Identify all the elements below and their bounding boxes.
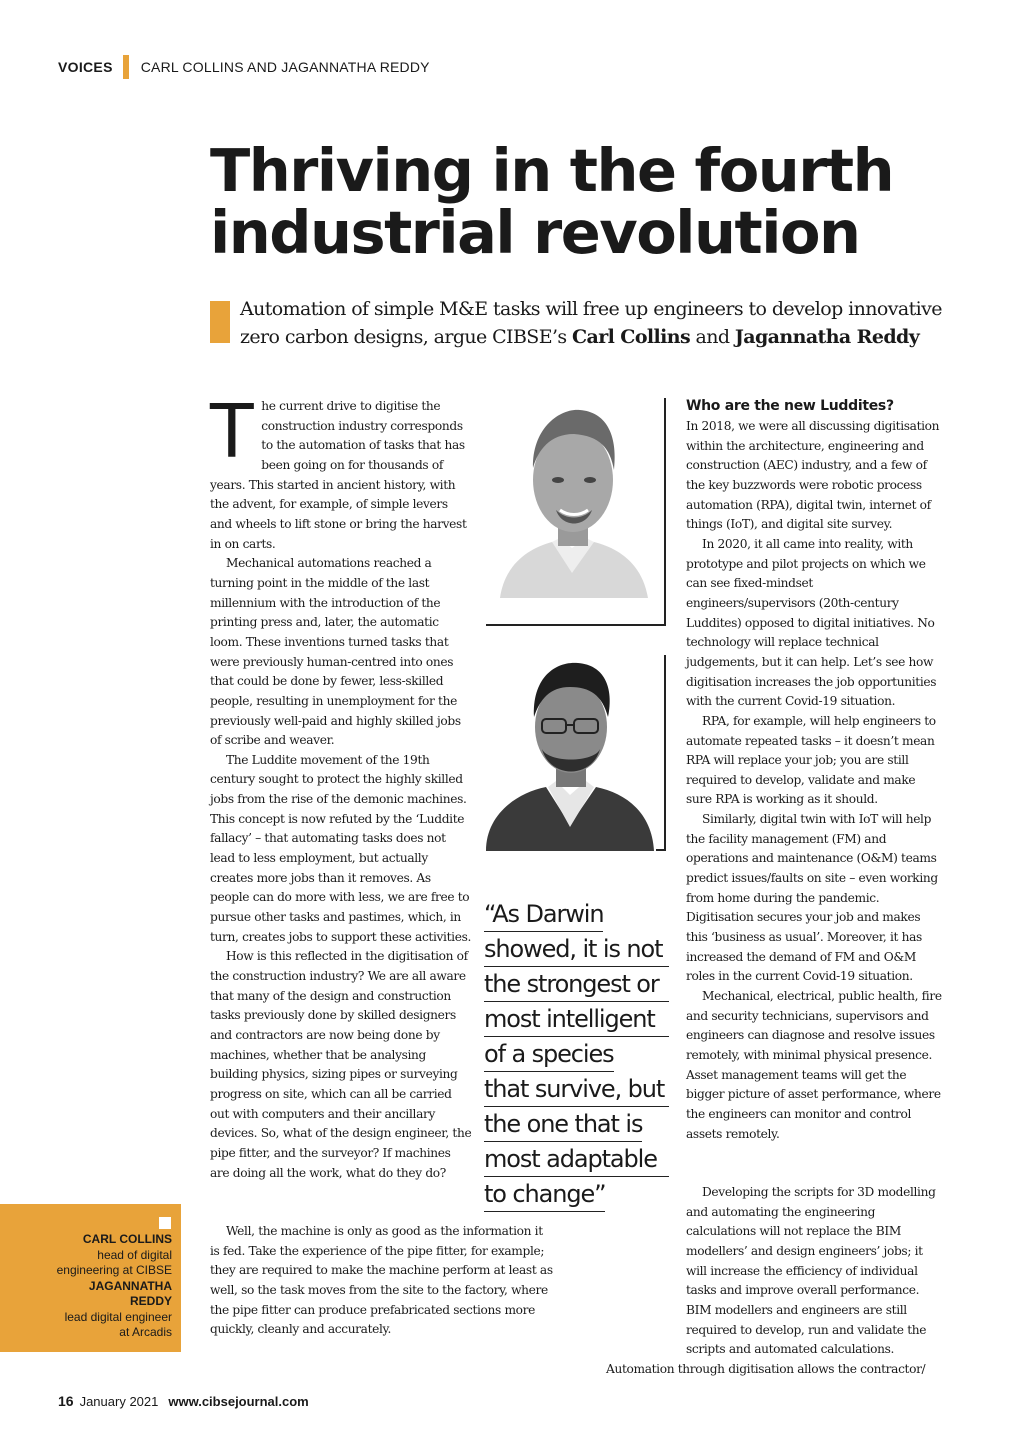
pull-quote-line: most adaptable — [484, 1142, 669, 1177]
author-1-role: engineering at CIBSE — [56, 1263, 172, 1277]
body-paragraph: Mechanical, electrical, public health, fire and security technicians, supervisors and engineers can diagnose and resolve issues remotely, with minimal physical presence. Asset management teams will get the bigger picture of asset performance, where the engineers can monitor and control assets remotely. — [686, 989, 942, 1141]
section-label: VOICES — [58, 59, 113, 75]
pull-quote-line: the one that is — [484, 1107, 642, 1142]
website-link[interactable]: www.cibsejournal.com — [168, 1394, 309, 1409]
body-column-right — [686, 397, 944, 1144]
author-1-name: CARL COLLINS — [82, 1232, 172, 1246]
portrait-carl-collins — [490, 398, 655, 598]
portrait-jagannatha-reddy — [486, 655, 656, 851]
headline-line-2: industrial revolution — [210, 198, 860, 267]
pull-quote-line: of a species — [484, 1037, 614, 1072]
issue-date: January 2021 — [79, 1394, 159, 1409]
pull-quote-line: showed, it is not — [484, 932, 669, 967]
page-footer — [58, 1393, 309, 1409]
author-2-name: JAGANNATHA — [88, 1278, 172, 1293]
body-paragraph: The Luddite movement of the 19th century sought to protect the highly skilled jobs from the rise of the demonic machines. This concept is now refuted by the ‘Luddite fallacy’ – that automating tasks does not lead to less employment, but actually creates more jobs than it removes. As people can do more with less, we are free to pursue other tasks and pastimes, which, in turn, creates jobs to support these activities. — [210, 752, 471, 944]
author-2-role: lead digital engineer — [64, 1309, 172, 1324]
pull-quote — [484, 897, 669, 1212]
pull-quote-line: “As Darwin — [484, 897, 603, 932]
headline-line-1: Thriving in the fourth — [210, 136, 894, 205]
body-column-left — [208, 386, 472, 1183]
standfirst-author-2: Jagannatha Reddy — [734, 326, 920, 348]
body-paragraph: In 2018, we were all discussing digitisation within the architecture, engineering and construction (AEC) industry, and a few of the key buzzwords were robotic process automation (RPA), digital twin, internet of things (IoT), and digital site survey. — [686, 419, 940, 532]
author-1-role: head of digital — [97, 1247, 172, 1262]
header-authors: CARL COLLINS AND JAGANNATHA REDDY — [140, 59, 430, 75]
body-column-left-wide — [210, 1222, 555, 1340]
body-paragraph: In 2020, it all came into reality, with prototype and pilot projects on which we can see fixed-mindset engineers/supervisors (20th-century Luddites) opposed to digital initiatives. No technology will replace technical judgements, but it can help. Let’s see how digitisation increases the job opportunities with the current Covid-19 situation. — [686, 536, 937, 709]
drop-cap: T — [208, 386, 256, 474]
standfirst-line-2: zero carbon designs, argue CIBSE’s — [240, 326, 573, 348]
header-accent-bar — [123, 55, 129, 79]
standfirst-author-1: Carl Collins — [572, 326, 691, 348]
author-2-role: at Arcadis — [119, 1325, 172, 1339]
body-paragraph: Well, the machine is only as good as the information it is fed. Take the experience of the pipe fitter, for example; they are required to make the machine perform at least as well, so the task moves from the site to the factory, where the pipe fitter can produce prefabricated sections more quickly, cleanly and accurately. — [210, 1224, 553, 1337]
body-paragraph: Similarly, digital twin with IoT will help the facility management (FM) and operations and maintenance (O&M) teams predict issues/faults on site – even working from home during the pandemic. Digitisation secures your job and makes this ‘business as usual’. Moreover, it has increased the demand of FM and O&M roles in the current Covid-19 situation. — [686, 812, 938, 984]
body-paragraph: RPA, for example, will help engineers to automate repeated tasks – it doesn’t mean RPA will replace your job; you are still required to develop, validate and make sure RPA is working as it should. — [686, 713, 936, 807]
section-header — [58, 56, 430, 78]
box-square-icon — [159, 1217, 171, 1229]
headline — [210, 136, 990, 267]
pull-quote-line: that survive, but — [484, 1072, 669, 1107]
body-paragraph: Mechanical automations reached a turning point in the middle of the last millennium with the introduction of the printing press and, later, the automatic loom. These inventions turned tasks that were previously human-centred into ones that could be done by fewer, less-skilled people, resulting in unemployment for the previously well-paid and highly skilled jobs of scribe and weaver. — [210, 556, 461, 748]
standfirst — [240, 295, 970, 351]
body-paragraph: Developing the scripts for 3D modelling and automating the engineering calculations will not replace the BIM modellers’ and design engineers’ jobs; it will increase the efficiency of individual tasks and improve overall performance. BIM modellers and engineers are still required to develop, run and validate the scripts and automated calculations. — [686, 1185, 936, 1357]
pull-quote-line: the strongest or — [484, 967, 669, 1002]
standfirst-and: and — [690, 326, 735, 348]
author-info-text — [20, 1232, 172, 1341]
author-2-name: REDDY — [129, 1294, 172, 1308]
standfirst-accent-bar — [210, 301, 230, 343]
standfirst-line-1: Automation of simple M&E tasks will free up engineers to develop innovative — [240, 298, 942, 320]
body-paragraph: Automation through digitisation allows the contractor/ — [606, 1361, 926, 1376]
body-paragraph: How is this reflected in the digitisation of the construction industry? We are all aware that many of the design and construction tasks previously done by skilled designers and contractors are now being done by machines, whether that be analysing building physics, sizing pipes or surveying progress on site, which can all be carried out with computers and their ancillary devices. So, what of the design engineer, the pipe fitter, and the surveyor? If machines are doing all the work, what do they do? — [210, 949, 472, 1180]
paragraph-text: he current drive to digitise the construction industry corresponds to the automation of tasks that has been going on for thousands of years. This started in ancient history, with the advent, for example, of simple levers and wheels to lift stone or bring the harvest in on carts. — [210, 399, 467, 551]
subheading: Who are the new Luddites? — [686, 398, 894, 414]
pull-quote-line: most intelligent — [484, 1002, 669, 1037]
body-column-right-wide — [590, 1183, 944, 1380]
pull-quote-line: to change” — [484, 1177, 605, 1212]
body-paragraph — [208, 386, 472, 554]
page-number: 16 — [58, 1393, 74, 1409]
